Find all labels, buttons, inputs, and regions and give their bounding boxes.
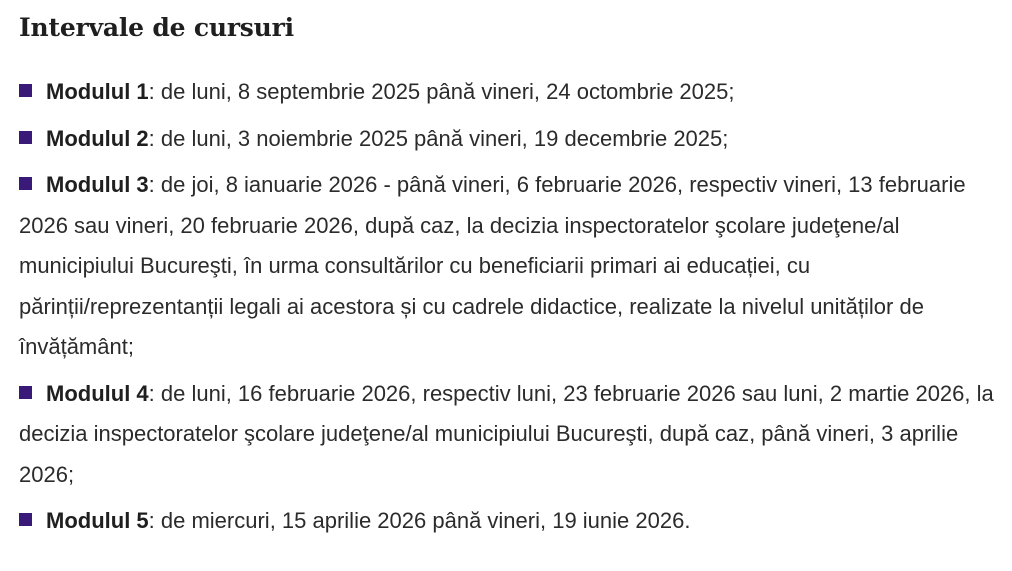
list-item-module-5: [19, 501, 994, 542]
module-label: Modulul 4: [46, 380, 149, 406]
module-label: Modulul 2: [46, 125, 149, 151]
section-heading: Intervale de cursuri: [19, 13, 294, 42]
square-bullet-icon: [19, 513, 32, 526]
list-item-module-4: [19, 374, 994, 496]
list-item-module-2: [19, 119, 994, 160]
module-dates: : de miercuri, 15 aprilie 2026 până vineri, 19 iunie 2026.: [148, 508, 691, 533]
square-bullet-icon: [19, 84, 32, 97]
square-bullet-icon: [19, 177, 32, 190]
module-dates: : de joi, 8 ianuarie 2026 - până vineri, 6 februarie 2026, respectiv vineri, 13 februarie 2026 sau vineri, 20 februarie 2026, după caz, la decizia inspectoratelor şcolare judeţene/al municipiului Bucureşti, în urma consultărilor cu beneficiarii primari ai educației, cu părinții/reprezentanții legali ai acestora și cu cadrele didactice, realizate la nivelul unităților de învățământ;: [19, 172, 966, 359]
course-intervals-section: [19, 0, 994, 548]
square-bullet-icon: [19, 386, 32, 399]
modules-list: [19, 72, 994, 542]
square-bullet-icon: [19, 131, 32, 144]
list-item-module-1: [19, 72, 994, 113]
module-dates: : de luni, 3 noiembrie 2025 până vineri, 19 decembrie 2025;: [148, 125, 729, 151]
module-label: Modulul 3: [46, 172, 149, 197]
module-dates: : de luni, 8 septembrie 2025 până vineri, 24 octombrie 2025;: [148, 79, 735, 104]
list-item-module-3: [19, 165, 994, 368]
module-dates: : de luni, 16 februarie 2026, respectiv luni, 23 februarie 2026 sau luni, 2 martie 2026, la decizia inspectoratelor şcolare judeţene/al municipiului Bucureşti, după caz, până vineri, 3 aprilie 2026;: [19, 380, 994, 487]
module-label: Modulul 5: [46, 508, 149, 533]
module-label: Modulul 1: [46, 79, 149, 104]
